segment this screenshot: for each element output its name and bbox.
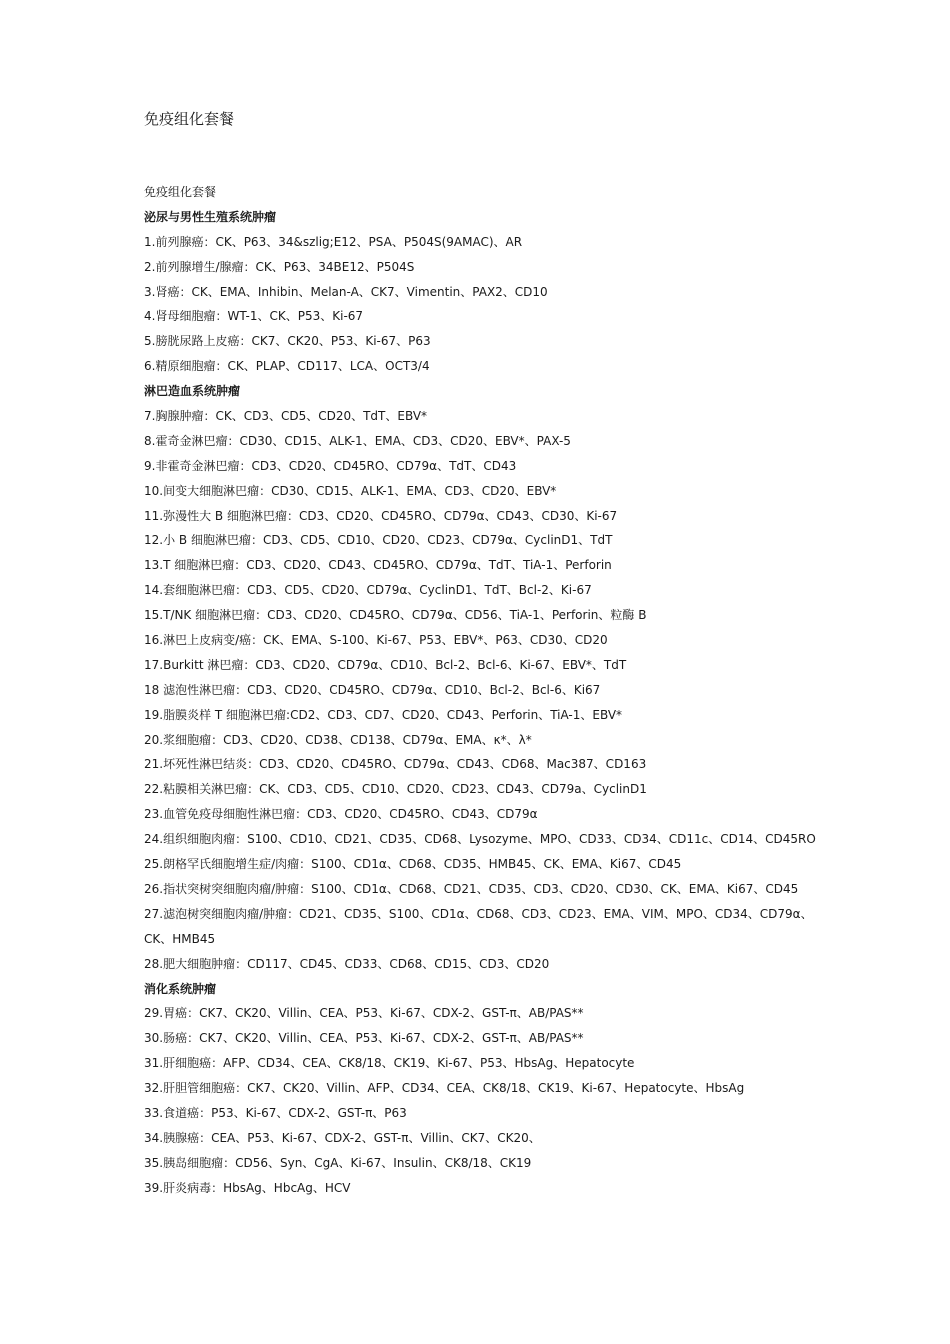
list-item: 1.前列腺癌：CK、P63、34&szlig;E12、PSA、P504S(9AMAC)、AR <box>144 234 523 249</box>
list-item: 11.弥漫性大 B 细胞淋巴瘤：CD3、CD20、CD45RO、CD79α、CD43、CD30、Ki-67 <box>144 508 618 523</box>
section-heading: 泌尿与男性生殖系统肿瘤 <box>144 209 277 224</box>
list-item: CK、HMB45 <box>144 931 216 946</box>
list-item: 22.粘膜相关淋巴瘤：CK、CD3、CD5、CD10、CD20、CD23、CD43、CD79a、CyclinD1 <box>144 782 647 797</box>
list-item: 21.坏死性淋巴结炎：CD3、CD20、CD45RO、CD79α、CD43、CD68、Mac387、CD163 <box>144 757 647 772</box>
list-item: 25.朗格罕氏细胞增生症/肉瘤：S100、CD1α、CD68、CD35、HMB45、CK、EMA、Ki67、CD45 <box>144 857 682 872</box>
list-item: 20.浆细胞瘤：CD3、CD20、CD38、CD138、CD79α、EMA、κ*、λ* <box>144 732 532 747</box>
list-item: 8.霍奇金淋巴瘤：CD30、CD15、ALK-1、EMA、CD3、CD20、EBV*、PAX-5 <box>144 433 571 448</box>
list-item: 28.肥大细胞肿瘤：CD117、CD45、CD33、CD68、CD15、CD3、CD20 <box>144 956 550 971</box>
list-item: 33.食道癌：P53、Ki-67、CDX-2、GST-π、P63 <box>144 1105 407 1120</box>
list-item: 12.小 B 细胞淋巴瘤：CD3、CD5、CD10、CD20、CD23、CD79α、CyclinD1、TdT <box>144 533 613 548</box>
list-item: 15.T/NK 细胞淋巴瘤：CD3、CD20、CD45RO、CD79α、CD56、TiA-1、Perforin、粒酶 B <box>144 608 647 623</box>
list-item: 6.精原细胞瘤：CK、PLAP、CD117、LCA、OCT3/4 <box>144 359 430 374</box>
list-item: 4.肾母细胞瘤：WT-1、CK、P53、Ki-67 <box>144 309 364 324</box>
list-item: 19.脂膜炎样 T 细胞淋巴瘤:CD2、CD3、CD7、CD20、CD43、Perforin、TiA-1、EBV* <box>144 707 623 722</box>
list-item: 32.肝胆管细胞癌：CK7、CK20、Villin、AFP、CD34、CEA、CK8/18、CK19、Ki-67、Hepatocyte、HbsAg <box>144 1081 745 1096</box>
list-item: 10.间变大细胞淋巴瘤：CD30、CD15、ALK-1、EMA、CD3、CD20、EBV* <box>144 483 557 498</box>
list-item: 39.肝炎病毒：HbsAg、HbcAg、HCV <box>144 1180 351 1195</box>
list-item: 2.前列腺增生/腺瘤：CK、P63、34BE12、P504S <box>144 259 415 274</box>
list-item: 17.Burkitt 淋巴瘤：CD3、CD20、CD79α、CD10、Bcl-2、Bcl-6、Ki-67、EBV*、TdT <box>144 657 627 672</box>
list-item: 5.膀胱尿路上皮癌：CK7、CK20、P53、Ki-67、P63 <box>144 334 431 349</box>
list-item: 30.肠癌：CK7、CK20、Villin、CEA、P53、Ki-67、CDX-2、GST-π、AB/PAS** <box>144 1031 584 1046</box>
list-item: 34.胰腺癌：CEA、P53、Ki-67、CDX-2、GST-π、Villin、CK7、CK20、 <box>144 1130 541 1145</box>
list-item: 31.肝细胞癌：AFP、CD34、CEA、CK8/18、CK19、Ki-67、P53、HbsAg、Hepatocyte <box>144 1056 635 1071</box>
list-item: 27.滤泡树突细胞肉瘤/肿瘤：CD21、CD35、S100、CD1α、CD68、CD3、CD23、EMA、VIM、MPO、CD34、CD79α、 <box>144 906 813 921</box>
list-item: 7.胸腺肿瘤：CK、CD3、CD5、CD20、TdT、EBV* <box>144 409 428 424</box>
list-item: 16.淋巴上皮病变/癌：CK、EMA、S-100、Ki-67、P53、EBV*、P63、CD30、CD20 <box>144 633 608 648</box>
section-heading: 淋巴造血系统肿瘤 <box>144 384 241 399</box>
document-title: 免疫组化套餐 <box>144 110 235 128</box>
list-item: 13.T 细胞淋巴瘤：CD3、CD20、CD43、CD45RO、CD79α、TdT、TiA-1、Perforin <box>144 558 612 573</box>
list-item: 14.套细胞淋巴瘤：CD3、CD5、CD20、CD79α、CyclinD1、TdT、Bcl-2、Ki-67 <box>144 583 592 598</box>
document-body <box>144 180 814 1201</box>
list-item: 9.非霍奇金淋巴瘤：CD3、CD20、CD45RO、CD79α、TdT、CD43 <box>144 458 517 473</box>
list-item: 18 滤泡性淋巴瘤：CD3、CD20、CD45RO、CD79α、CD10、Bcl-2、Bcl-6、Ki67 <box>144 682 601 697</box>
list-item: 23.血管免疫母细胞性淋巴瘤：CD3、CD20、CD45RO、CD43、CD79α <box>144 807 538 822</box>
list-item: 3.肾癌：CK、EMA、Inhibin、Melan-A、CK7、Vimentin、PAX2、CD10 <box>144 284 548 299</box>
subtitle-text: 免疫组化套餐 <box>144 185 217 199</box>
list-item: 29.胃癌：CK7、CK20、Villin、CEA、P53、Ki-67、CDX-2、GST-π、AB/PAS** <box>144 1006 584 1021</box>
list-item: 24.组织细胞肉瘤：S100、CD10、CD21、CD35、CD68、Lysozyme、MPO、CD33、CD34、CD11c、CD14、CD45RO <box>144 832 816 847</box>
list-item: 26.指状突树突细胞肉瘤/肿瘤：S100、CD1α、CD68、CD21、CD35、CD3、CD20、CD30、CK、EMA、Ki67、CD45 <box>144 881 799 896</box>
list-item: 35.胰岛细胞瘤：CD56、Syn、CgA、Ki-67、Insulin、CK8/18、CK19 <box>144 1155 532 1170</box>
section-heading: 消化系统肿瘤 <box>144 981 217 996</box>
